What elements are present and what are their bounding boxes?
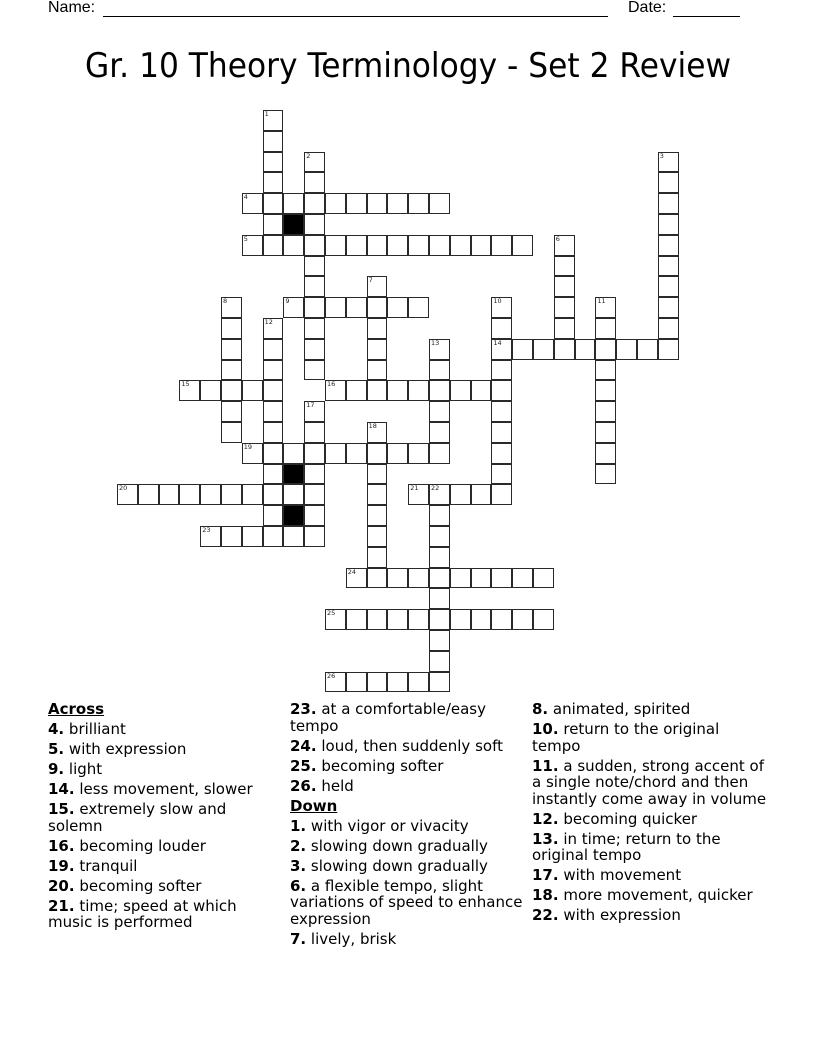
- grid-cell[interactable]: [491, 609, 512, 630]
- black-square: [283, 464, 304, 485]
- grid-cell[interactable]: [221, 526, 242, 547]
- grid-cell[interactable]: [429, 380, 450, 401]
- grid-cell[interactable]: [554, 297, 575, 318]
- grid-cell[interactable]: [367, 484, 388, 505]
- clue-number: 2: [306, 151, 311, 160]
- grid-cell[interactable]: [367, 276, 388, 297]
- grid-cell[interactable]: [595, 360, 616, 381]
- grid-cell[interactable]: [263, 339, 284, 360]
- clue-across-14: 14. less movement, slower: [48, 780, 253, 798]
- grid-cell[interactable]: [304, 193, 325, 214]
- grid-cell[interactable]: [346, 380, 367, 401]
- grid-cell[interactable]: [263, 401, 284, 422]
- grid-cell[interactable]: [263, 193, 284, 214]
- grid-cell[interactable]: [221, 401, 242, 422]
- grid-cell[interactable]: [533, 339, 554, 360]
- grid-cell[interactable]: [346, 443, 367, 464]
- grid-cell[interactable]: [367, 526, 388, 547]
- grid-cell[interactable]: [450, 609, 471, 630]
- grid-cell[interactable]: [325, 443, 346, 464]
- grid-cell[interactable]: [595, 422, 616, 443]
- grid-cell[interactable]: [367, 422, 388, 443]
- clue-number: 17: [306, 401, 315, 410]
- grid-cell[interactable]: [595, 443, 616, 464]
- grid-cell[interactable]: [304, 401, 325, 422]
- grid-cell[interactable]: [263, 526, 284, 547]
- grid-cell[interactable]: [408, 568, 429, 589]
- grid-cell[interactable]: [512, 609, 533, 630]
- clue-down-17: 17. with movement: [532, 866, 682, 884]
- grid-cell[interactable]: [367, 360, 388, 381]
- clue-across-16: 16. becoming louder: [48, 836, 206, 855]
- clue-across-19: 19. tranquil: [48, 856, 138, 875]
- grid-cell[interactable]: [533, 568, 554, 589]
- grid-cell[interactable]: [325, 672, 346, 693]
- grid-cell[interactable]: [554, 235, 575, 256]
- clue-number: 7: [368, 276, 373, 285]
- grid-cell[interactable]: [554, 276, 575, 297]
- grid-cell[interactable]: [450, 235, 471, 256]
- grid-cell[interactable]: [387, 193, 408, 214]
- grid-cell[interactable]: [429, 484, 450, 505]
- grid-cell[interactable]: [263, 380, 284, 401]
- grid-cell[interactable]: [658, 276, 679, 297]
- date-field[interactable]: [673, 16, 740, 17]
- grid-cell[interactable]: [263, 318, 284, 339]
- grid-cell[interactable]: [242, 235, 263, 256]
- clue-across-5: 5. with expression: [48, 740, 187, 758]
- clue-number: 24: [347, 567, 357, 576]
- grid-cell[interactable]: [491, 568, 512, 589]
- grid-cell[interactable]: [575, 339, 596, 360]
- grid-cell[interactable]: [283, 443, 304, 464]
- grid-cell[interactable]: [242, 484, 263, 505]
- clue-down-1: 1. with vigor or vivacity: [290, 816, 469, 835]
- grid-cell[interactable]: [408, 672, 429, 693]
- clue-down-18: 18. more movement, quicker: [532, 886, 753, 904]
- grid-cell[interactable]: [325, 380, 346, 401]
- grid-cell[interactable]: [429, 360, 450, 381]
- grid-cell[interactable]: [367, 443, 388, 464]
- grid-cell[interactable]: [325, 609, 346, 630]
- grid-cell[interactable]: [346, 235, 367, 256]
- clue-number: 23: [202, 526, 211, 534]
- page-title: Gr. 10 Theory Terminology - Set 2 Review: [84, 46, 732, 86]
- grid-cell[interactable]: [554, 318, 575, 339]
- grid-cell[interactable]: [658, 297, 679, 318]
- grid-cell[interactable]: [491, 422, 512, 443]
- grid-cell[interactable]: [263, 152, 284, 173]
- grid-cell[interactable]: [367, 464, 388, 485]
- grid-cell[interactable]: [263, 235, 284, 256]
- grid-cell[interactable]: [283, 297, 304, 318]
- grid-cell[interactable]: [346, 297, 367, 318]
- grid-cell[interactable]: [263, 443, 284, 464]
- grid-cell[interactable]: [429, 505, 450, 526]
- grid-cell[interactable]: [221, 297, 242, 318]
- grid-cell[interactable]: [263, 464, 284, 485]
- grid-cell[interactable]: [346, 672, 367, 693]
- clue-number: 8: [223, 297, 228, 306]
- grid-cell[interactable]: [408, 235, 429, 256]
- grid-cell[interactable]: [491, 443, 512, 464]
- grid-cell[interactable]: [408, 380, 429, 401]
- grid-cell[interactable]: [387, 443, 408, 464]
- clue-down-11: 11. a sudden, strong accent of a single note/chord and then instantly come away in volume: [532, 756, 767, 808]
- grid-cell[interactable]: [408, 484, 429, 505]
- grid-cell[interactable]: [367, 568, 388, 589]
- clue-number: 6: [555, 234, 560, 243]
- grid-cell[interactable]: [304, 464, 325, 485]
- grid-cell[interactable]: [471, 609, 492, 630]
- grid-cell[interactable]: [408, 297, 429, 318]
- grid-cell[interactable]: [221, 318, 242, 339]
- clue-across-20: 20. becoming softer: [48, 876, 202, 895]
- grid-cell[interactable]: [200, 484, 221, 505]
- grid-cell[interactable]: [138, 484, 159, 505]
- grid-cell[interactable]: [221, 422, 242, 443]
- grid-cell[interactable]: [429, 422, 450, 443]
- grid-cell[interactable]: [471, 484, 492, 505]
- clue-number: 5: [243, 234, 248, 243]
- grid-cell[interactable]: [221, 339, 242, 360]
- grid-cell[interactable]: [554, 339, 575, 360]
- grid-cell[interactable]: [491, 484, 512, 505]
- grid-cell[interactable]: [387, 297, 408, 318]
- grid-cell[interactable]: [263, 484, 284, 505]
- black-square: [283, 214, 304, 235]
- clue-number: 12: [264, 318, 273, 326]
- grid-cell[interactable]: [346, 568, 367, 589]
- clue-down-3: 3. slowing down gradually: [290, 856, 488, 875]
- grid-cell[interactable]: [387, 672, 408, 693]
- grid-cell[interactable]: [637, 339, 658, 360]
- clues-column-3: [532, 701, 772, 927]
- grid-cell[interactable]: [263, 505, 284, 526]
- grid-cell[interactable]: [471, 235, 492, 256]
- crossword-grid: [117, 110, 687, 695]
- grid-cell[interactable]: [429, 588, 450, 609]
- clue-across-23: 23. at a comfortable/easy tempo: [290, 700, 486, 735]
- grid-cell[interactable]: [491, 235, 512, 256]
- grid-cell[interactable]: [429, 401, 450, 422]
- grid-cell[interactable]: [304, 443, 325, 464]
- grid-cell[interactable]: [429, 672, 450, 693]
- grid-cell[interactable]: [471, 380, 492, 401]
- grid-cell[interactable]: [263, 172, 284, 193]
- clue-across-15: 15. extremely slow and solemn: [48, 800, 227, 835]
- grid-cell[interactable]: [658, 318, 679, 339]
- grid-cell[interactable]: [221, 484, 242, 505]
- grid-cell[interactable]: [367, 505, 388, 526]
- grid-cell[interactable]: [263, 422, 284, 443]
- clue-number: 16: [327, 380, 336, 389]
- grid-cell[interactable]: [658, 152, 679, 173]
- grid-cell[interactable]: [491, 380, 512, 401]
- grid-cell[interactable]: [304, 276, 325, 297]
- grid-cell[interactable]: [367, 297, 388, 318]
- grid-cell[interactable]: [304, 214, 325, 235]
- name-date-header: [48, 0, 748, 20]
- grid-cell[interactable]: [200, 526, 221, 547]
- name-label: Name:: [48, 0, 96, 16]
- grid-cell[interactable]: [283, 526, 304, 547]
- grid-cell[interactable]: [429, 443, 450, 464]
- grid-cell[interactable]: [429, 568, 450, 589]
- down-heading: Down: [290, 796, 338, 815]
- grid-cell[interactable]: [221, 380, 242, 401]
- grid-cell[interactable]: [429, 235, 450, 256]
- clue-number: 20: [119, 484, 128, 493]
- clue-number: 22: [431, 484, 440, 493]
- grid-cell[interactable]: [595, 318, 616, 339]
- grid-cell[interactable]: [491, 318, 512, 339]
- grid-cell[interactable]: [387, 235, 408, 256]
- grid-cell[interactable]: [346, 193, 367, 214]
- grid-cell[interactable]: [367, 318, 388, 339]
- grid-cell[interactable]: [367, 547, 388, 568]
- grid-cell[interactable]: [616, 339, 637, 360]
- grid-cell[interactable]: [471, 568, 492, 589]
- grid-cell[interactable]: [304, 339, 325, 360]
- grid-cell[interactable]: [304, 172, 325, 193]
- clue-number: 21: [410, 484, 419, 493]
- clue-number: 3: [659, 151, 664, 160]
- grid-cell[interactable]: [304, 318, 325, 339]
- across-heading: Across: [48, 700, 105, 718]
- clue-number: 10: [493, 297, 502, 306]
- grid-cell[interactable]: [429, 193, 450, 214]
- grid-cell[interactable]: [387, 380, 408, 401]
- grid-cell[interactable]: [450, 484, 471, 505]
- grid-cell[interactable]: [408, 443, 429, 464]
- grid-cell[interactable]: [242, 526, 263, 547]
- grid-cell[interactable]: [367, 193, 388, 214]
- grid-cell[interactable]: [304, 484, 325, 505]
- grid-cell[interactable]: [429, 651, 450, 672]
- grid-cell[interactable]: [658, 339, 679, 360]
- grid-cell[interactable]: [658, 214, 679, 235]
- grid-cell[interactable]: [304, 297, 325, 318]
- grid-cell[interactable]: [325, 235, 346, 256]
- grid-cell[interactable]: [491, 360, 512, 381]
- grid-cell[interactable]: [450, 568, 471, 589]
- grid-cell[interactable]: [491, 464, 512, 485]
- clue-across-26: 26. held: [290, 776, 354, 795]
- grid-cell[interactable]: [325, 297, 346, 318]
- grid-cell[interactable]: [283, 193, 304, 214]
- grid-cell[interactable]: [283, 484, 304, 505]
- grid-cell[interactable]: [283, 235, 304, 256]
- name-field[interactable]: [103, 16, 608, 17]
- clue-across-4: 4. brilliant: [48, 720, 126, 738]
- grid-cell[interactable]: [367, 380, 388, 401]
- clues-column-1: [48, 701, 283, 934]
- grid-cell[interactable]: [179, 380, 200, 401]
- grid-cell[interactable]: [263, 131, 284, 152]
- clue-down-2: 2. slowing down gradually: [290, 836, 488, 855]
- grid-cell[interactable]: [263, 110, 284, 131]
- grid-cell[interactable]: [387, 568, 408, 589]
- grid-cell[interactable]: [658, 172, 679, 193]
- clue-down-7: 7. lively, brisk: [290, 929, 397, 948]
- clue-across-21: 21. time; speed at which music is performed: [48, 896, 237, 931]
- grid-cell[interactable]: [179, 484, 200, 505]
- grid-cell[interactable]: [450, 380, 471, 401]
- date-label: Date:: [628, 0, 667, 16]
- grid-cell[interactable]: [367, 672, 388, 693]
- grid-cell[interactable]: [429, 630, 450, 651]
- clue-number: 11: [597, 297, 606, 306]
- grid-cell[interactable]: [491, 401, 512, 422]
- grid-cell[interactable]: [263, 360, 284, 381]
- grid-cell[interactable]: [387, 609, 408, 630]
- grid-cell[interactable]: [367, 609, 388, 630]
- clue-number: 15: [181, 380, 190, 389]
- grid-cell[interactable]: [367, 235, 388, 256]
- grid-cell[interactable]: [595, 380, 616, 401]
- grid-cell[interactable]: [304, 505, 325, 526]
- clue-across-24: 24. loud, then suddenly soft: [290, 736, 503, 755]
- grid-cell[interactable]: [408, 609, 429, 630]
- clue-down-13: 13. in time; return to the original tempo: [532, 829, 721, 864]
- grid-cell[interactable]: [595, 401, 616, 422]
- grid-cell[interactable]: [304, 235, 325, 256]
- grid-cell[interactable]: [242, 443, 263, 464]
- grid-cell[interactable]: [595, 339, 616, 360]
- grid-cell[interactable]: [512, 568, 533, 589]
- black-square: [283, 505, 304, 526]
- clue-number: 25: [327, 609, 336, 618]
- grid-cell[interactable]: [595, 297, 616, 318]
- clue-across-25: 25. becoming softer: [290, 756, 444, 775]
- clue-number: 26: [327, 671, 336, 680]
- clue-across-9: 9. light: [48, 760, 103, 778]
- clue-down-10: 10. return to the original tempo: [532, 720, 720, 755]
- clue-down-8: 8. animated, spirited: [532, 700, 691, 718]
- grid-cell[interactable]: [595, 464, 616, 485]
- grid-cell[interactable]: [491, 297, 512, 318]
- grid-cell[interactable]: [304, 526, 325, 547]
- clue-number: 19: [243, 442, 253, 451]
- grid-cell[interactable]: [429, 339, 450, 360]
- grid-cell[interactable]: [117, 484, 138, 505]
- grid-cell[interactable]: [429, 609, 450, 630]
- grid-cell[interactable]: [512, 339, 533, 360]
- grid-cell[interactable]: [304, 152, 325, 173]
- clue-number: 9: [285, 297, 290, 306]
- clue-number: 4: [243, 193, 248, 202]
- clue-number: 14: [493, 338, 502, 347]
- grid-cell[interactable]: [658, 193, 679, 214]
- clue-number: 1: [264, 110, 269, 118]
- grid-cell[interactable]: [429, 547, 450, 568]
- grid-cell[interactable]: [429, 526, 450, 547]
- clues-column-2: [290, 701, 528, 951]
- grid-cell[interactable]: [242, 193, 263, 214]
- grid-cell[interactable]: [304, 256, 325, 277]
- grid-cell[interactable]: [658, 235, 679, 256]
- grid-cell[interactable]: [346, 609, 367, 630]
- grid-cell[interactable]: [304, 360, 325, 381]
- grid-cell[interactable]: [367, 339, 388, 360]
- grid-cell[interactable]: [554, 256, 575, 277]
- clue-number: 18: [368, 422, 377, 430]
- grid-cell[interactable]: [325, 193, 346, 214]
- grid-cell[interactable]: [512, 235, 533, 256]
- clue-number: 13: [431, 338, 440, 347]
- grid-cell[interactable]: [263, 214, 284, 235]
- grid-cell[interactable]: [658, 256, 679, 277]
- clue-down-6: 6. a flexible tempo, slight variations of speed to enhance expression: [290, 876, 523, 928]
- grid-cell[interactable]: [533, 609, 554, 630]
- grid-cell[interactable]: [159, 484, 180, 505]
- clue-down-12: 12. becoming quicker: [532, 809, 698, 828]
- grid-cell[interactable]: [408, 193, 429, 214]
- clue-down-22: 22. with expression: [532, 906, 681, 924]
- grid-cell[interactable]: [221, 360, 242, 381]
- grid-cell[interactable]: [200, 380, 221, 401]
- grid-cell[interactable]: [242, 380, 263, 401]
- grid-cell[interactable]: [491, 339, 512, 360]
- grid-cell[interactable]: [304, 422, 325, 443]
